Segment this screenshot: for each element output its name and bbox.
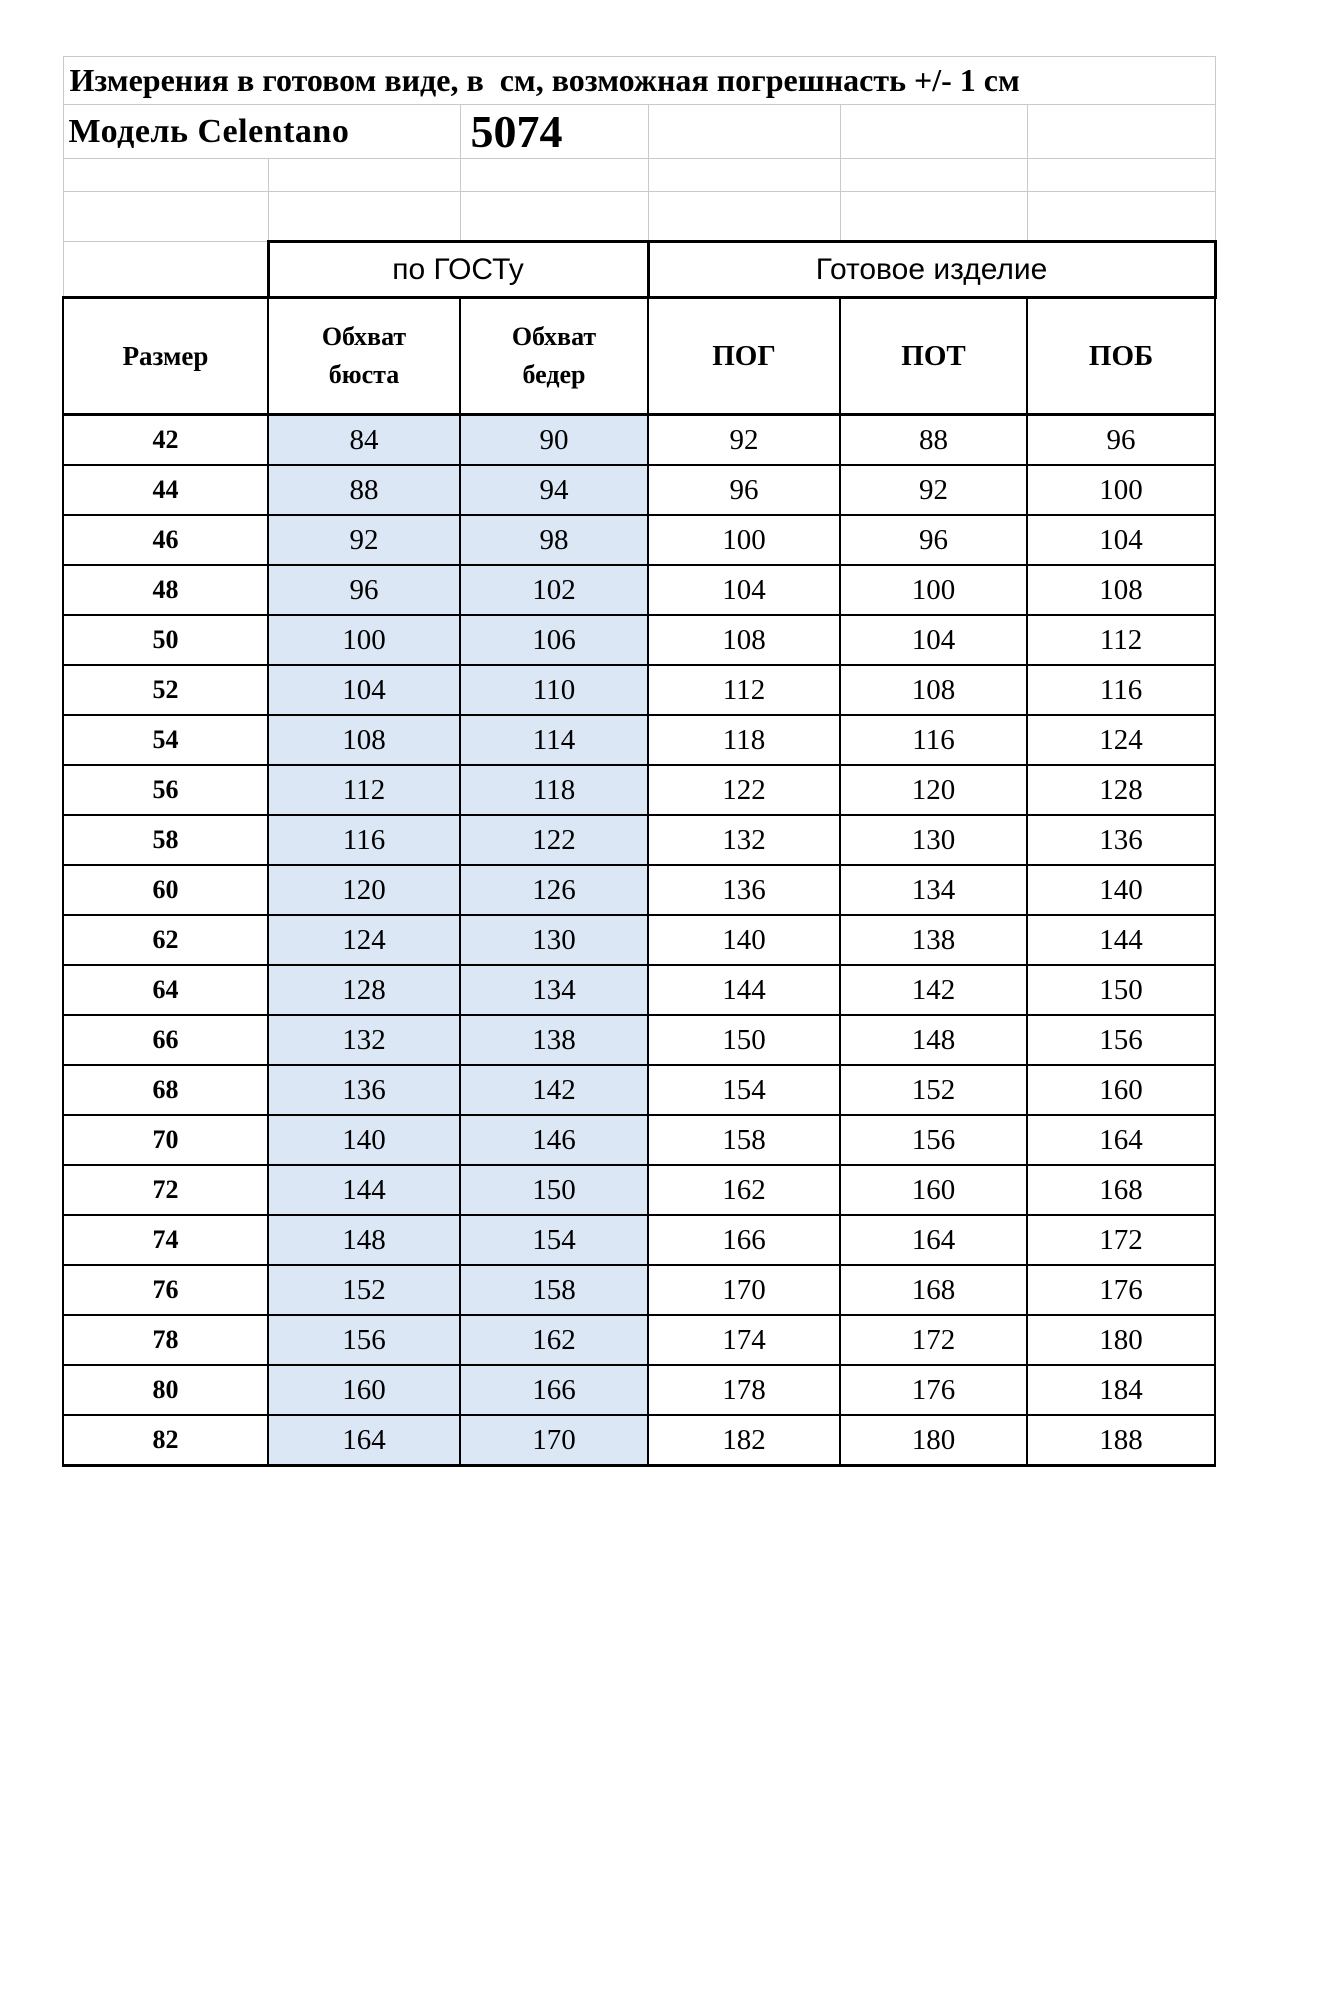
sheet-title: Измерения в готовом виде, в см, возможная погрешнасть +/- 1 см [63,57,1215,105]
pob-cell: 104 [1027,515,1215,565]
pog-cell: 140 [648,915,840,965]
size-chart-sheet [62,56,1217,1467]
pob-cell: 124 [1027,715,1215,765]
column-header-hips [460,298,648,415]
pog-cell: 158 [648,1115,840,1165]
bust-cell: 164 [268,1415,460,1466]
pob-cell: 108 [1027,565,1215,615]
size-cell: 52 [63,665,268,715]
pog-cell: 108 [648,615,840,665]
table-row [63,1365,1215,1415]
size-cell: 44 [63,465,268,515]
table-row [63,765,1215,815]
empty-cell [268,159,460,192]
hips-cell: 122 [460,815,648,865]
column-header-bust-line2: бюста [328,360,400,389]
bust-cell: 152 [268,1265,460,1315]
pob-cell: 100 [1027,465,1215,515]
table-row [63,415,1215,466]
empty-cell [63,192,268,242]
bust-cell: 136 [268,1065,460,1115]
table-row [63,715,1215,765]
column-header-pot: ПОТ [840,298,1027,415]
pob-cell: 180 [1027,1315,1215,1365]
spacer-row [63,159,1215,192]
table-row [63,815,1215,865]
bust-cell: 128 [268,965,460,1015]
group-header-row [63,242,1215,298]
bust-cell: 100 [268,615,460,665]
hips-cell: 94 [460,465,648,515]
size-cell: 80 [63,1365,268,1415]
hips-cell: 162 [460,1315,648,1365]
pot-cell: 142 [840,965,1027,1015]
table-row [63,965,1215,1015]
bust-cell: 160 [268,1365,460,1415]
hips-cell: 126 [460,865,648,915]
column-header-row [63,298,1215,415]
pot-cell: 104 [840,615,1027,665]
bust-cell: 148 [268,1215,460,1265]
pog-cell: 182 [648,1415,840,1466]
bust-cell: 104 [268,665,460,715]
empty-cell [1027,105,1215,159]
pog-cell: 150 [648,1015,840,1065]
pog-cell: 154 [648,1065,840,1115]
pob-cell: 176 [1027,1265,1215,1315]
pot-cell: 168 [840,1265,1027,1315]
hips-cell: 110 [460,665,648,715]
table-row [63,915,1215,965]
bust-cell: 132 [268,1015,460,1065]
column-header-bust [268,298,460,415]
size-cell: 68 [63,1065,268,1115]
hips-cell: 114 [460,715,648,765]
hips-cell: 118 [460,765,648,815]
pot-cell: 164 [840,1215,1027,1265]
pot-cell: 160 [840,1165,1027,1215]
table-row [63,615,1215,665]
pot-cell: 176 [840,1365,1027,1415]
table-row [63,1015,1215,1065]
hips-cell: 130 [460,915,648,965]
size-cell: 54 [63,715,268,765]
size-chart-table [62,56,1217,1467]
spacer-row [63,192,1215,242]
size-cell: 50 [63,615,268,665]
pob-cell: 116 [1027,665,1215,715]
pot-cell: 116 [840,715,1027,765]
table-row [63,1415,1215,1466]
size-cell: 66 [63,1015,268,1065]
pog-cell: 92 [648,415,840,466]
group-header-gost: по ГОСТу [268,242,648,298]
pob-cell: 136 [1027,815,1215,865]
column-header-hips-line2: бедер [522,360,586,389]
size-cell: 48 [63,565,268,615]
empty-cell [840,192,1027,242]
table-row [63,465,1215,515]
bust-cell: 88 [268,465,460,515]
size-cell: 82 [63,1415,268,1466]
pog-cell: 136 [648,865,840,915]
hips-cell: 90 [460,415,648,466]
pot-cell: 138 [840,915,1027,965]
model-number: 5074 [460,105,648,159]
size-cell: 42 [63,415,268,466]
size-cell: 62 [63,915,268,965]
pog-cell: 118 [648,715,840,765]
table-row [63,665,1215,715]
hips-cell: 170 [460,1415,648,1466]
size-cell: 76 [63,1265,268,1315]
table-row [63,1315,1215,1365]
hips-cell: 166 [460,1365,648,1415]
pob-cell: 140 [1027,865,1215,915]
size-cell: 64 [63,965,268,1015]
size-cell: 56 [63,765,268,815]
pot-cell: 152 [840,1065,1027,1115]
pob-cell: 160 [1027,1065,1215,1115]
empty-cell [840,105,1027,159]
pog-cell: 170 [648,1265,840,1315]
bust-cell: 92 [268,515,460,565]
group-header-ready: Готовое изделие [648,242,1215,298]
pot-cell: 156 [840,1115,1027,1165]
table-row [63,1115,1215,1165]
pob-cell: 144 [1027,915,1215,965]
pot-cell: 96 [840,515,1027,565]
size-cell: 70 [63,1115,268,1165]
bust-cell: 96 [268,565,460,615]
table-row [63,565,1215,615]
empty-cell [63,242,268,298]
table-row [63,1215,1215,1265]
table-row [63,1065,1215,1115]
pot-cell: 134 [840,865,1027,915]
pog-cell: 132 [648,815,840,865]
pot-cell: 172 [840,1315,1027,1365]
bust-cell: 156 [268,1315,460,1365]
pot-cell: 148 [840,1015,1027,1065]
column-header-hips-line1: Обхват [511,322,597,351]
size-cell: 78 [63,1315,268,1365]
pog-cell: 166 [648,1215,840,1265]
pog-cell: 104 [648,565,840,615]
size-cell: 58 [63,815,268,865]
pog-cell: 162 [648,1165,840,1215]
empty-cell [460,159,648,192]
bust-cell: 108 [268,715,460,765]
size-cell: 60 [63,865,268,915]
pot-cell: 180 [840,1415,1027,1466]
pob-cell: 96 [1027,415,1215,466]
pog-cell: 100 [648,515,840,565]
table-row [63,1165,1215,1215]
hips-cell: 142 [460,1065,648,1115]
empty-cell [63,159,268,192]
pot-cell: 88 [840,415,1027,466]
bust-cell: 84 [268,415,460,466]
column-header-size: Размер [63,298,268,415]
hips-cell: 146 [460,1115,648,1165]
hips-cell: 98 [460,515,648,565]
pob-cell: 164 [1027,1115,1215,1165]
bust-cell: 112 [268,765,460,815]
pot-cell: 120 [840,765,1027,815]
pob-cell: 168 [1027,1165,1215,1215]
empty-cell [460,192,648,242]
pob-cell: 184 [1027,1365,1215,1415]
bust-cell: 144 [268,1165,460,1215]
bust-cell: 140 [268,1115,460,1165]
size-cell: 72 [63,1165,268,1215]
hips-cell: 138 [460,1015,648,1065]
empty-cell [268,192,460,242]
pob-cell: 172 [1027,1215,1215,1265]
hips-cell: 102 [460,565,648,615]
pob-cell: 150 [1027,965,1215,1015]
model-label: Модель Celentano [63,105,460,159]
size-cell: 46 [63,515,268,565]
pob-cell: 156 [1027,1015,1215,1065]
pob-cell: 128 [1027,765,1215,815]
table-row [63,1265,1215,1315]
model-row [63,105,1215,159]
hips-cell: 150 [460,1165,648,1215]
table-row [63,865,1215,915]
size-table-body [63,415,1215,1466]
empty-cell [648,105,840,159]
column-header-bust-line1: Обхват [321,322,407,351]
size-cell: 74 [63,1215,268,1265]
pot-cell: 108 [840,665,1027,715]
pog-cell: 122 [648,765,840,815]
pob-cell: 112 [1027,615,1215,665]
empty-cell [1027,192,1215,242]
pot-cell: 92 [840,465,1027,515]
hips-cell: 134 [460,965,648,1015]
empty-cell [1027,159,1215,192]
empty-cell [648,159,840,192]
pog-cell: 174 [648,1315,840,1365]
hips-cell: 158 [460,1265,648,1315]
pot-cell: 100 [840,565,1027,615]
bust-cell: 120 [268,865,460,915]
title-row [63,57,1215,105]
column-header-pog: ПОГ [648,298,840,415]
empty-cell [648,192,840,242]
empty-cell [840,159,1027,192]
bust-cell: 124 [268,915,460,965]
pog-cell: 178 [648,1365,840,1415]
pog-cell: 112 [648,665,840,715]
column-header-pob: ПОБ [1027,298,1215,415]
hips-cell: 106 [460,615,648,665]
table-row [63,515,1215,565]
bust-cell: 116 [268,815,460,865]
hips-cell: 154 [460,1215,648,1265]
pog-cell: 144 [648,965,840,1015]
pog-cell: 96 [648,465,840,515]
pob-cell: 188 [1027,1415,1215,1466]
pot-cell: 130 [840,815,1027,865]
